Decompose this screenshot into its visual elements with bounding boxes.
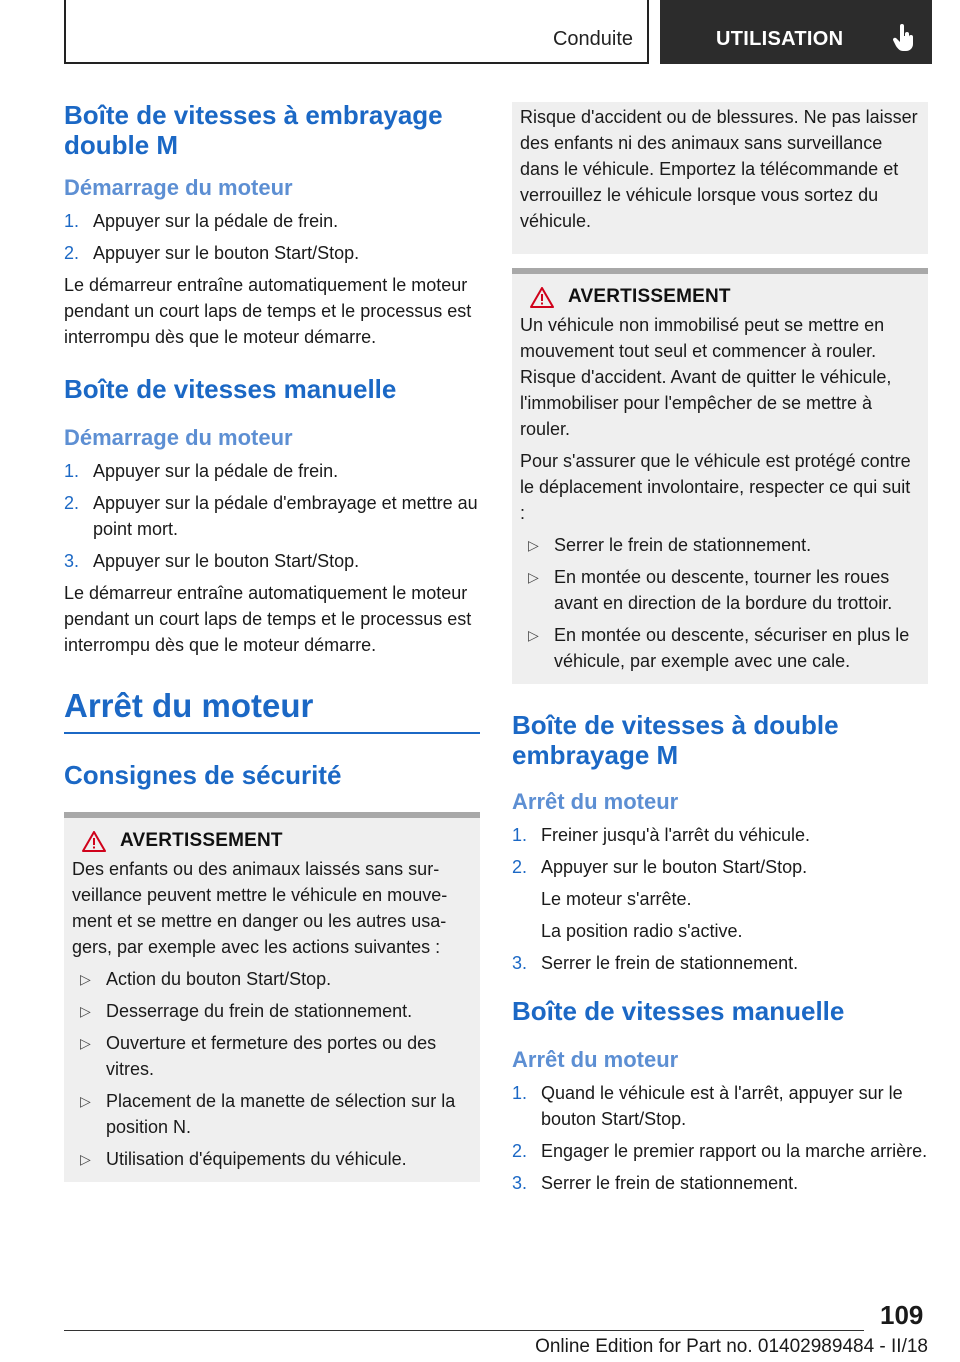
list-item: 1. Freiner jusqu'à l'arrêt du véhicule. — [512, 825, 811, 845]
list-item: 2. Appuyer sur le bouton Start/Stop. Le moteur s'arrête. La position radio s'active. — [512, 854, 928, 944]
warning-continuation-text: Risque d'accident ou de blessures. Ne pas laisser des enfants ni des animaux sans surveillance dans le véhicule. Emportez la télécommande et verrouillez le véhicule lorsque vous sortez du véhicule. — [520, 107, 918, 231]
footer-rule — [64, 1330, 864, 1331]
left-column — [64, 100, 480, 1182]
header-section-box — [64, 0, 649, 64]
list-item: 2. Appuyer sur le bouton Start/Stop. — [64, 243, 360, 263]
list-item: ▷ Serrer le frein de stationnement. — [528, 535, 812, 555]
warning-bullets — [72, 966, 472, 1172]
title-rule — [64, 732, 480, 734]
stop-title: Arrêt du moteur — [64, 687, 314, 724]
list-item: 1. Appuyer sur la pédale de frein. — [64, 461, 339, 481]
header-section-title: Conduite — [552, 28, 633, 50]
list-item: ▷ En montée ou descente, sécuriser en plus le véhicule, par exemple avec une cale. — [528, 625, 910, 671]
header-chapter-title: UTILISATION — [716, 28, 844, 50]
list-item: 1. Quand le véhicule est à l'arrêt, appuyer sur le bouton Start/Stop. — [512, 1083, 903, 1129]
warning-text-instructions: Pour s'assurer que le véhicule est protégé contre le déplacement involontaire, respecter ce qui suit : — [520, 451, 911, 523]
dct-stop-heading: Arrêt du moteur — [512, 789, 679, 814]
warning-label: AVERTISSEMENT — [568, 286, 731, 307]
warning-triangle-icon — [82, 831, 106, 852]
warning-text: Des enfants ou des animaux laissés sans surveillance peuvent mettre le véhicule en mouvement et se mettre en danger ou les autres usagers, par exemple avec les actions suivantes : — [72, 859, 448, 957]
dct-start-text: Le démarreur entraîne automatiquement le moteur pendant un court laps de temps et le processus est interrompu dès que le moteur démarre. — [64, 275, 472, 347]
manual-stop-steps — [512, 1080, 928, 1196]
warning-triangle-icon — [530, 287, 554, 308]
list-item: ▷ Utilisation d'équipements du véhicule. — [80, 1149, 407, 1169]
manual-stop-title: Boîte de vitesses manuelle — [512, 996, 845, 1026]
footer-edition: Online Edition for Part no. 01402989484 - II/18 — [535, 1336, 928, 1357]
list-item: 1. Appuyer sur la pédale de frein. — [64, 211, 339, 231]
list-item: 3. Serrer le frein de stationnement. — [512, 953, 799, 973]
warning-label: AVERTISSEMENT — [120, 830, 283, 851]
list-item: 2. Engager le premier rapport ou la marche arrière. — [512, 1141, 928, 1161]
warning-box — [64, 812, 480, 1182]
list-item: ▷ Desserrage du frein de stationnement. — [80, 1001, 413, 1021]
safety-title: Consignes de sécurité — [64, 760, 342, 790]
step-note: La position radio s'active. — [541, 921, 743, 941]
list-item: 3. Serrer le frein de stationnement. — [512, 1173, 799, 1193]
list-item: ▷ En montée ou descente, tourner les roues avant en direction de la bordure du trottoir. — [528, 567, 893, 613]
dct-start-steps — [64, 208, 480, 266]
list-item: ▷ Action du bouton Start/Stop. — [80, 969, 332, 989]
hand-pointer-icon — [892, 24, 914, 52]
list-item: 2. Appuyer sur la pédale d'embrayage et mettre au point mort. — [64, 493, 478, 539]
manual-start-heading: Démarrage du moteur — [64, 425, 293, 450]
warning-header — [80, 830, 472, 852]
dct-stop-steps — [512, 822, 928, 976]
warning-header — [528, 286, 920, 308]
manual-title: Boîte de vitesses manuelle — [64, 374, 397, 404]
list-item: ▷ Ouverture et fermeture des portes ou des vitres. — [80, 1033, 437, 1079]
dct-title: Boîte de vitesses à embrayage double M — [64, 100, 443, 160]
header-chapter-tab[interactable] — [660, 0, 932, 64]
warning-bullets — [520, 532, 920, 674]
right-column — [512, 102, 928, 1202]
dct-stop-title: Boîte de vitesses à double embrayage M — [512, 710, 839, 770]
step-note: Le moteur s'arrête. — [541, 889, 692, 909]
manual-stop-heading: Arrêt du moteur — [512, 1047, 679, 1072]
dct-start-heading: Démarrage du moteur — [64, 175, 293, 200]
list-item: 3. Appuyer sur le bouton Start/Stop. — [64, 551, 360, 571]
warning-continuation-box — [512, 102, 928, 254]
list-item: ▷ Placement de la manette de sélection sur la position N. — [80, 1091, 456, 1137]
warning-box — [512, 268, 928, 684]
warning-text: Un véhicule non immobilisé peut se mettre en mouvement tout seul et commencer à rouler. Risque d'accident. Avant de quitter le véhicule, l'immobiliser pour l'empêcher de se mettre à rouler. — [520, 315, 892, 439]
manual-start-steps — [64, 458, 480, 574]
manual-start-text: Le démarreur entraîne automatiquement le moteur pendant un court laps de temps et le processus est interrompu dès que le moteur démarre. — [64, 583, 472, 655]
page-number: 109 — [880, 1300, 924, 1330]
